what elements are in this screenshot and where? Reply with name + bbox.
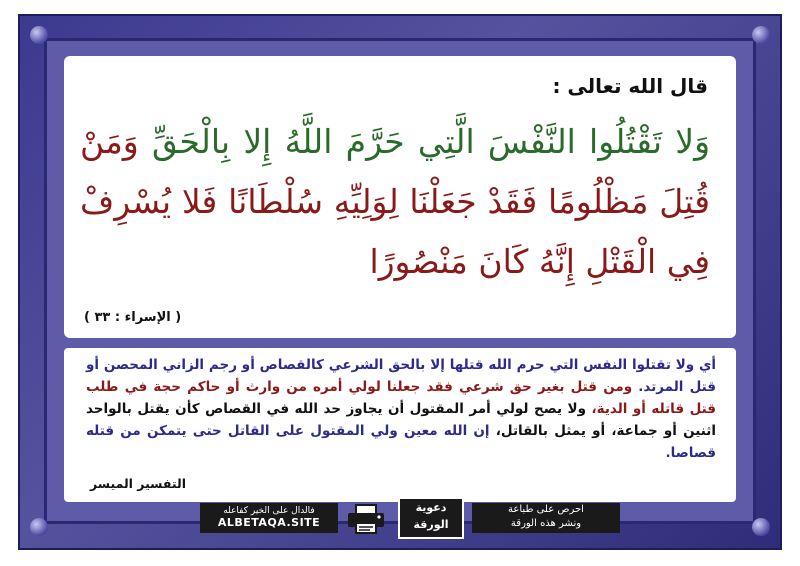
corner-ornament [752, 26, 770, 44]
site-url[interactable]: ALBETAQA.SITE [217, 516, 321, 529]
verse-panel [64, 56, 736, 338]
tafsir-source: التفسير الميسر [90, 476, 186, 491]
tafsir-part-3: ولا يصح لولي أمر المقتول أن يجاوز حد الله في القصاص كأن يقتل بالواحد اثنين أو جماعة، أو يمثل بالقاتل، [86, 401, 716, 439]
footer-bar [200, 497, 620, 539]
tafsir-part-2: ومن قتل بغير حق شرعي فقد جعلنا لولي أمره من وارث أو حاكم حجة في طلب قتل قاتله أو الدية، [86, 379, 716, 417]
logo-line-1: دعوية [415, 501, 447, 514]
site-banner[interactable] [200, 503, 338, 533]
tafsir-panel [64, 348, 736, 502]
verse-part-1: وَلا تَقْتُلُوا النَّفْسَ الَّتِي حَرَّمَ اللَّهُ إِلا بِالْحَقِّ [151, 122, 711, 161]
verse-reference: ( الإسراء : ٣٣ ) [84, 310, 182, 325]
print-note [472, 503, 620, 533]
corner-ornament [752, 518, 770, 536]
corner-ornament [30, 518, 48, 536]
tafsir-text [86, 354, 716, 464]
logo [398, 497, 464, 539]
verse-part-2: وَمَنْ قُتِلَ مَظْلُومًا فَقَدْ جَعَلْنَا لِوَلِيِّهِ سُلْطَانًا فَلا يُسْرِفْ فِي الْقَتْلِ إِنَّهُ كَانَ مَنْصُورًا [80, 122, 710, 281]
site-slogan: فالدال على الخير كفاعله [223, 506, 315, 516]
logo-line-2: الورقة [413, 518, 449, 531]
intro-heading: قال الله تعالى : [552, 74, 708, 98]
printer-icon [346, 503, 386, 535]
tafsir-part-1: أي ولا تقتلوا النفس التي حرم الله قتلها إلا بالحق الشرعي كالقصاص أو رجم الزاني المحصن أو قتل المرتد. [86, 357, 716, 395]
tafsir-part-4: إن الله معين ولي المقتول على القاتل حتى يتمكن من قتله قصاصا. [86, 423, 716, 461]
print-note-line-2: ونشر هذه الورقة [510, 518, 582, 529]
print-note-line-1: احرص على طباعة [508, 504, 584, 515]
corner-ornament [30, 26, 48, 44]
quran-verse [80, 112, 710, 292]
